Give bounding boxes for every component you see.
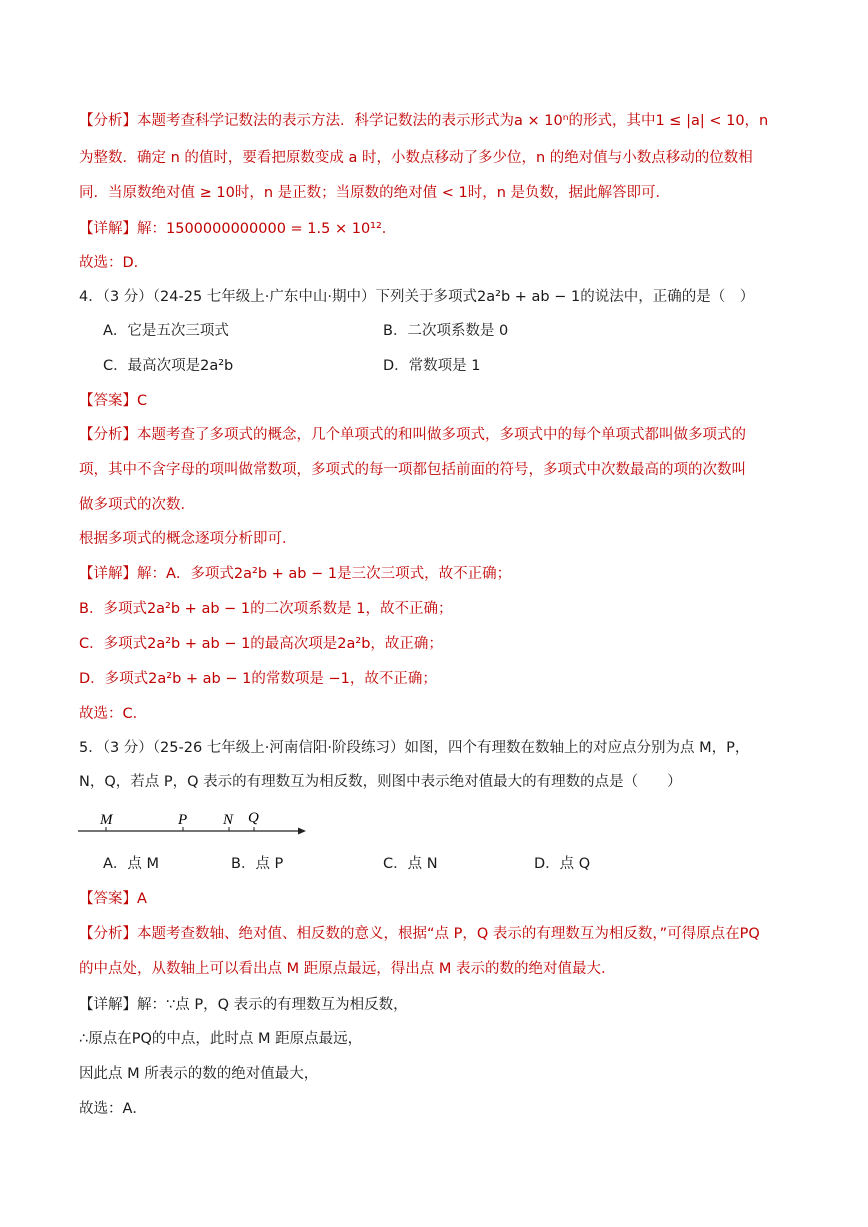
q3-analysis-line-2: 为整数．确定 n 的值时，要看把原数变成 a 时，小数点移动了多少位，n 的绝对值与小数点移动的位数相 [79, 150, 753, 166]
label-n: N [223, 812, 234, 828]
q5-analysis-line-2: 的中点处，从数轴上可以看出点 M 距原点最远，得出点 M 表示的数的绝对值最大． [79, 961, 616, 977]
q5-detail-line-1: 【详解】解：∵点 P，Q 表示的有理数互为相反数， [79, 997, 408, 1013]
q5-detail-line-2: ∴原点在PQ的中点，此时点 M 距原点最远， [79, 1031, 363, 1047]
q5-analysis-line-1: 【分析】本题考查数轴、绝对值、相反数的意义，根据“点 P，Q 表示的有理数互为相反数，”可得原点在PQ [79, 926, 760, 942]
q4-detail-line-3: C．多项式2a²b + ab − 1的最高次项是2a²b，故正确； [79, 636, 443, 652]
q4-choice: 故选：C． [79, 706, 148, 722]
q4-option-d: D．常数项是 1 [383, 358, 481, 374]
q4-detail-line-1: 【详解】解：A．多项式2a²b + ab − 1是三次三项式，故不正确； [79, 566, 512, 582]
label-q: Q [248, 810, 259, 826]
q5-stem-line-1: 5．（3 分）（25-26 七年级上·河南信阳·阶段练习）如图，四个有理数在数轴上的对应点分别为点 M，P， [79, 740, 750, 756]
q5-answer: 【答案】A [79, 891, 147, 907]
q5-choice: 故选：A． [79, 1101, 147, 1117]
q5-detail-line-3: 因此点 M 所表示的数的绝对值最大， [79, 1066, 319, 1082]
label-p: P [178, 812, 188, 828]
number-line-figure [76, 808, 308, 842]
q4-answer: 【答案】C [79, 393, 148, 409]
q4-analysis-line-2: 项，其中不含字母的项叫做常数项，多项式的每一项都包括前面的符号，多项式中次数最高的项的次数叫 [79, 462, 746, 478]
q5-option-b: B．点 P [231, 856, 284, 872]
q4-stem: 4．（3 分）（24-25 七年级上·广东中山·期中）下列关于多项式2a²b + ab − 1的说法中，正确的是（ ） [79, 289, 755, 305]
q3-choice: 故选：D． [79, 255, 149, 271]
q4-analysis-line-4: 根据多项式的概念逐项分析即可． [79, 531, 297, 547]
q4-detail-line-2: B．多项式2a²b + ab − 1的二次项系数是 1，故不正确； [79, 601, 453, 617]
q4-analysis-line-1: 【分析】本题考查了多项式的概念，几个单项式的和叫做多项式，多项式中的每个单项式都叫做多项式的 [79, 427, 746, 443]
q4-detail-line-4: D．多项式2a²b + ab − 1的常数项是 −1，故不正确； [79, 671, 437, 687]
label-m: M [100, 812, 113, 828]
q3-detail: 【详解】解：1500000000000 = 1.5 × 10¹²． [79, 221, 397, 237]
q3-analysis-line-1: 【分析】本题考查科学记数法的表示方法．科学记数法的表示形式为a × 10ⁿ的形式，其中1 ≤ |a| < 10，n [79, 113, 769, 129]
q4-option-c: C．最高次项是2a²b [103, 358, 234, 374]
q5-option-c: C．点 N [383, 856, 438, 872]
number-line-arrow [298, 828, 306, 835]
q5-stem-line-2: N，Q，若点 P，Q 表示的有理数互为相反数，则图中表示绝对值最大的有理数的点是（ ） [79, 774, 682, 790]
q4-option-b: B．二次项系数是 0 [383, 323, 509, 339]
q4-analysis-line-3: 做多项式的次数． [79, 497, 195, 513]
q3-analysis-line-3: 同．当原数绝对值 ≥ 10时，n 是正数；当原数的绝对值 < 1时，n 是负数，据此解答即可． [79, 185, 671, 201]
q4-option-a: A．它是五次三项式 [103, 323, 229, 339]
q5-option-d: D．点 Q [534, 856, 591, 872]
q5-option-a: A．点 M [103, 856, 160, 872]
